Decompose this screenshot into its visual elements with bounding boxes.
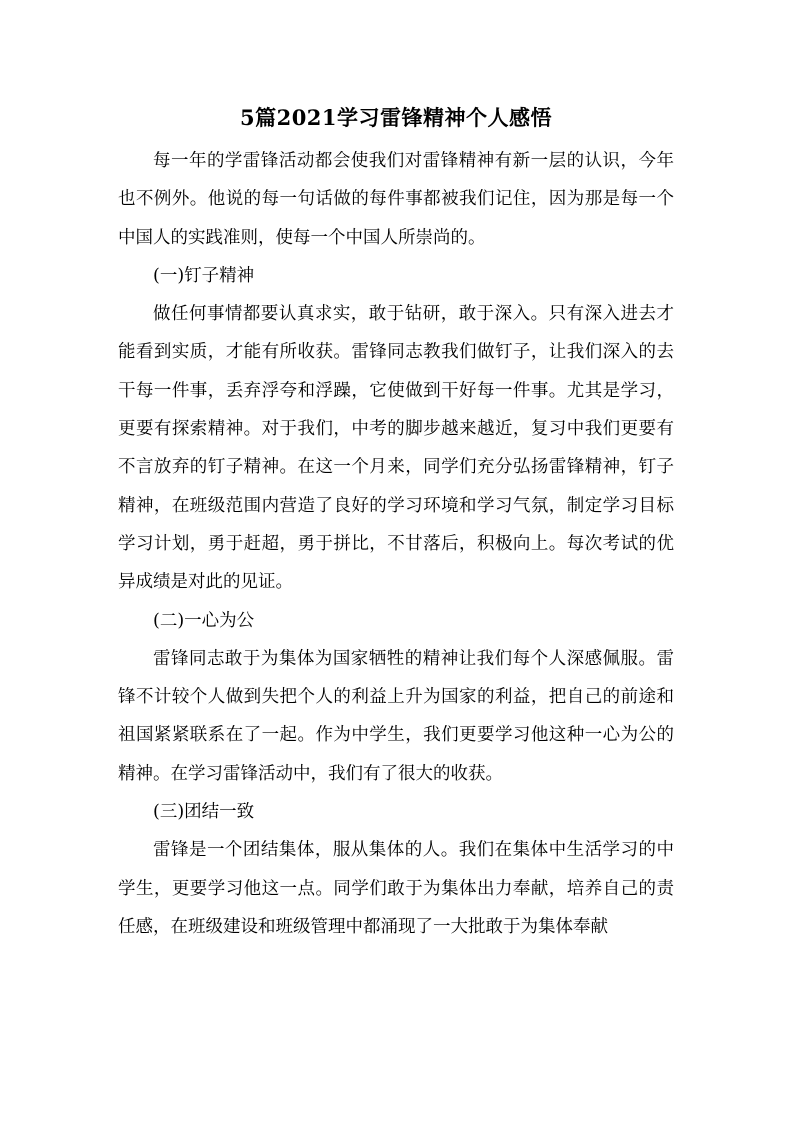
section-3-paragraph: 雷锋是一个团结集体，服从集体的人。我们在集体中生活学习的中学生，更要学习他这一点。同学们敢于为集体出力奉献，培养自己的责任感，在班级建设和班级管理中都涌现了一大批敢于为集体奉献 — [118, 840, 674, 937]
intro-paragraph: 每一年的学雷锋活动都会使我们对雷锋精神有新一层的认识，今年也不例外。他说的每一句话做的每件事都被我们记住，因为那是每一个中国人的实践准则，使每一个中国人所崇尚的。 — [118, 151, 674, 248]
section-2-paragraph: 雷锋同志敢于为集体为国家牺牲的精神让我们每个人深感佩服。雷锋不计较个人做到失把个人的利益上升为国家的利益，把自己的前途和祖国紧紧联系在了一起。作为中学生，我们更要学习他这种一心为公的精神。在学习雷锋活动中，我们有了很大的收获。 — [118, 648, 674, 784]
document-title: 5篇2021学习雷锋精神个人感悟 — [239, 105, 553, 130]
document-page — [118, 100, 674, 946]
section-heading-1: (一)钉子精神 — [153, 265, 255, 286]
section-heading-2: (二)一心为公 — [153, 610, 255, 631]
section-1-paragraph: 做任何事情都要认真求实，敢于钻研，敢于深入。只有深入进去才能看到实质，才能有所收获。雷锋同志教我们做钉子，让我们深入的去干每一件事，丢弃浮夸和浮躁，它使做到干好每一件事。尤其是学习，更要有探索精神。对于我们，中考的脚步越来越近，复习中我们更要有不言放弃的钉子精神。在这一个月来，同学们充分弘扬雷锋精神，钉子精神，在班级范围内营造了良好的学习环境和学习气氛，制定学习目标学习计划，勇于赶超，勇于拼比，不甘落后，积极向上。每次考试的优异成绩是对此的见证。 — [118, 304, 674, 593]
section-heading-3: (三)团结一致 — [153, 802, 255, 823]
